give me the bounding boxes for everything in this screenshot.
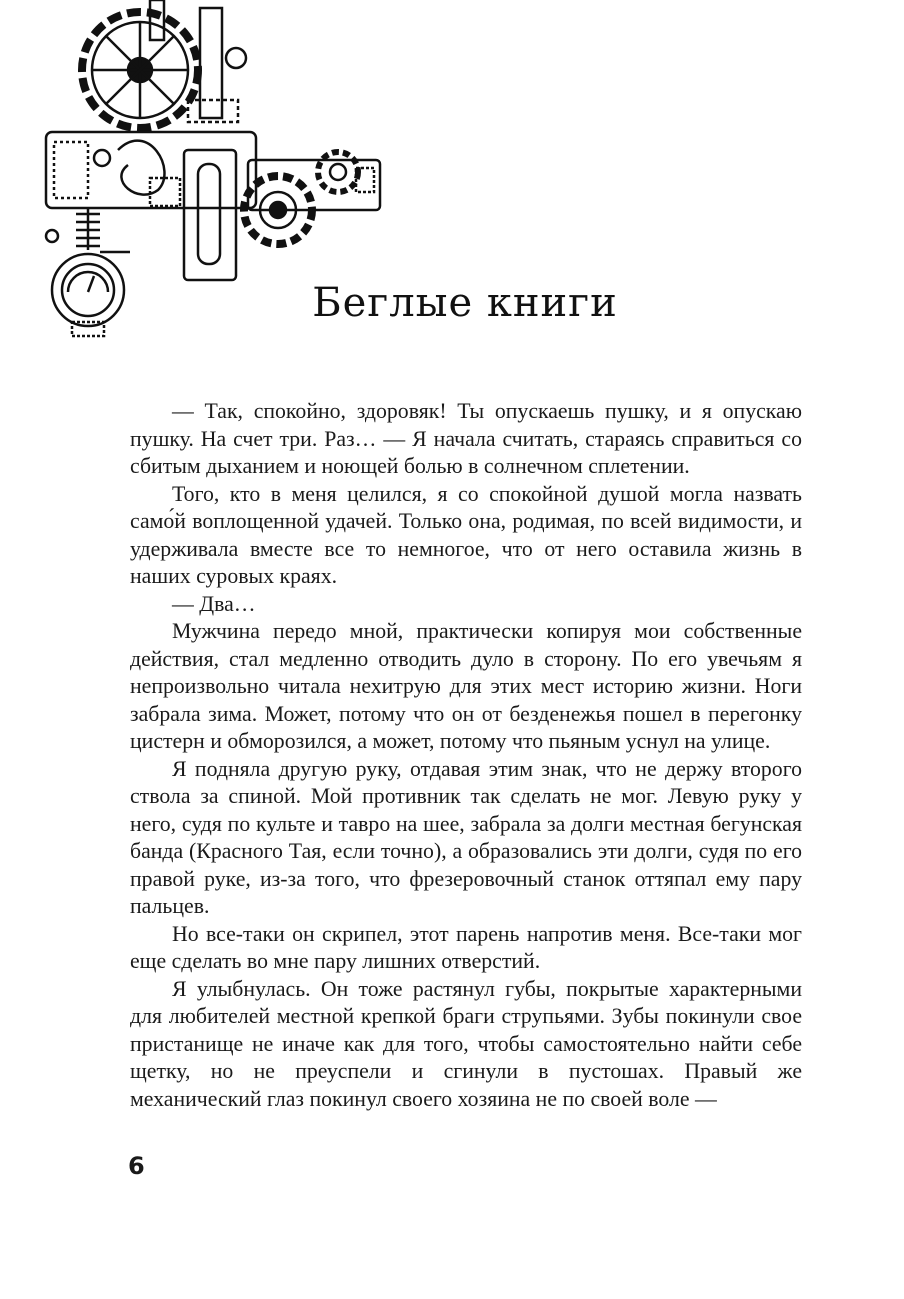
paragraph: — Два…: [172, 591, 256, 616]
paragraph: Мужчина передо мной, практически копируя мои собственные действия, стал медленно отводить дуло в сторону. По его увечьям я непроизвольно читала нехитрую для этих мест историю жизни. Ноги забрала зима. Может, потому что он от безденежья пошел в перегонку цистерн и обморозился, а может, потому что пьяным уснул на улице.: [130, 619, 802, 753]
chapter-title: Беглые книги: [312, 280, 618, 326]
paragraph: Я подняла другую руку, отдавая этим знак, что не держу второго ствола за спиной. Мой противник так сделать не мог. Левую руку у него, судя по культе и тавро на шее, забрала за долги местная бегунская банда (Красного Тая, если точно), а образовались эти долги, судя по его правой руке, из-за того, что фрезеровочный станок оттяпал ему пару пальцев.: [130, 756, 802, 918]
paragraph: Того, кто в меня целился, я со спокойной душой могла назвать само́й воплощенной удачей. Только она, родимая, по всей видимости, и удерживала вместе все то немногое, что от него оставила жизнь в наших суровых краях.: [130, 481, 802, 588]
paragraph: Но все-таки он скрипел, этот парень напротив меня. Все-таки мог еще сделать во мне пару лишних отверстий.: [130, 921, 802, 973]
paragraph: Я улыбнулась. Он тоже растянул губы, покрытые характерными для любителей местной крепкой браги струпьями. Зубы покинули свое пристанище не иначе как для того, чтобы самостоятельно найти себе щетку, но не преуспели и сгинули в пустошах. Правый же механический глаз покинул своего хозяина не по своей воле —: [130, 976, 802, 1111]
page-number: 6: [128, 1152, 145, 1180]
paragraph: — Так, спокойно, здоровяк! Ты опускаешь пушку, и я опускаю пушку. На счет три. Раз… — Я начала считать, стараясь справиться со сбитым дыханием и ноющей болью в солнечном сплетении.: [130, 399, 802, 478]
chapter-body: [130, 398, 802, 1113]
